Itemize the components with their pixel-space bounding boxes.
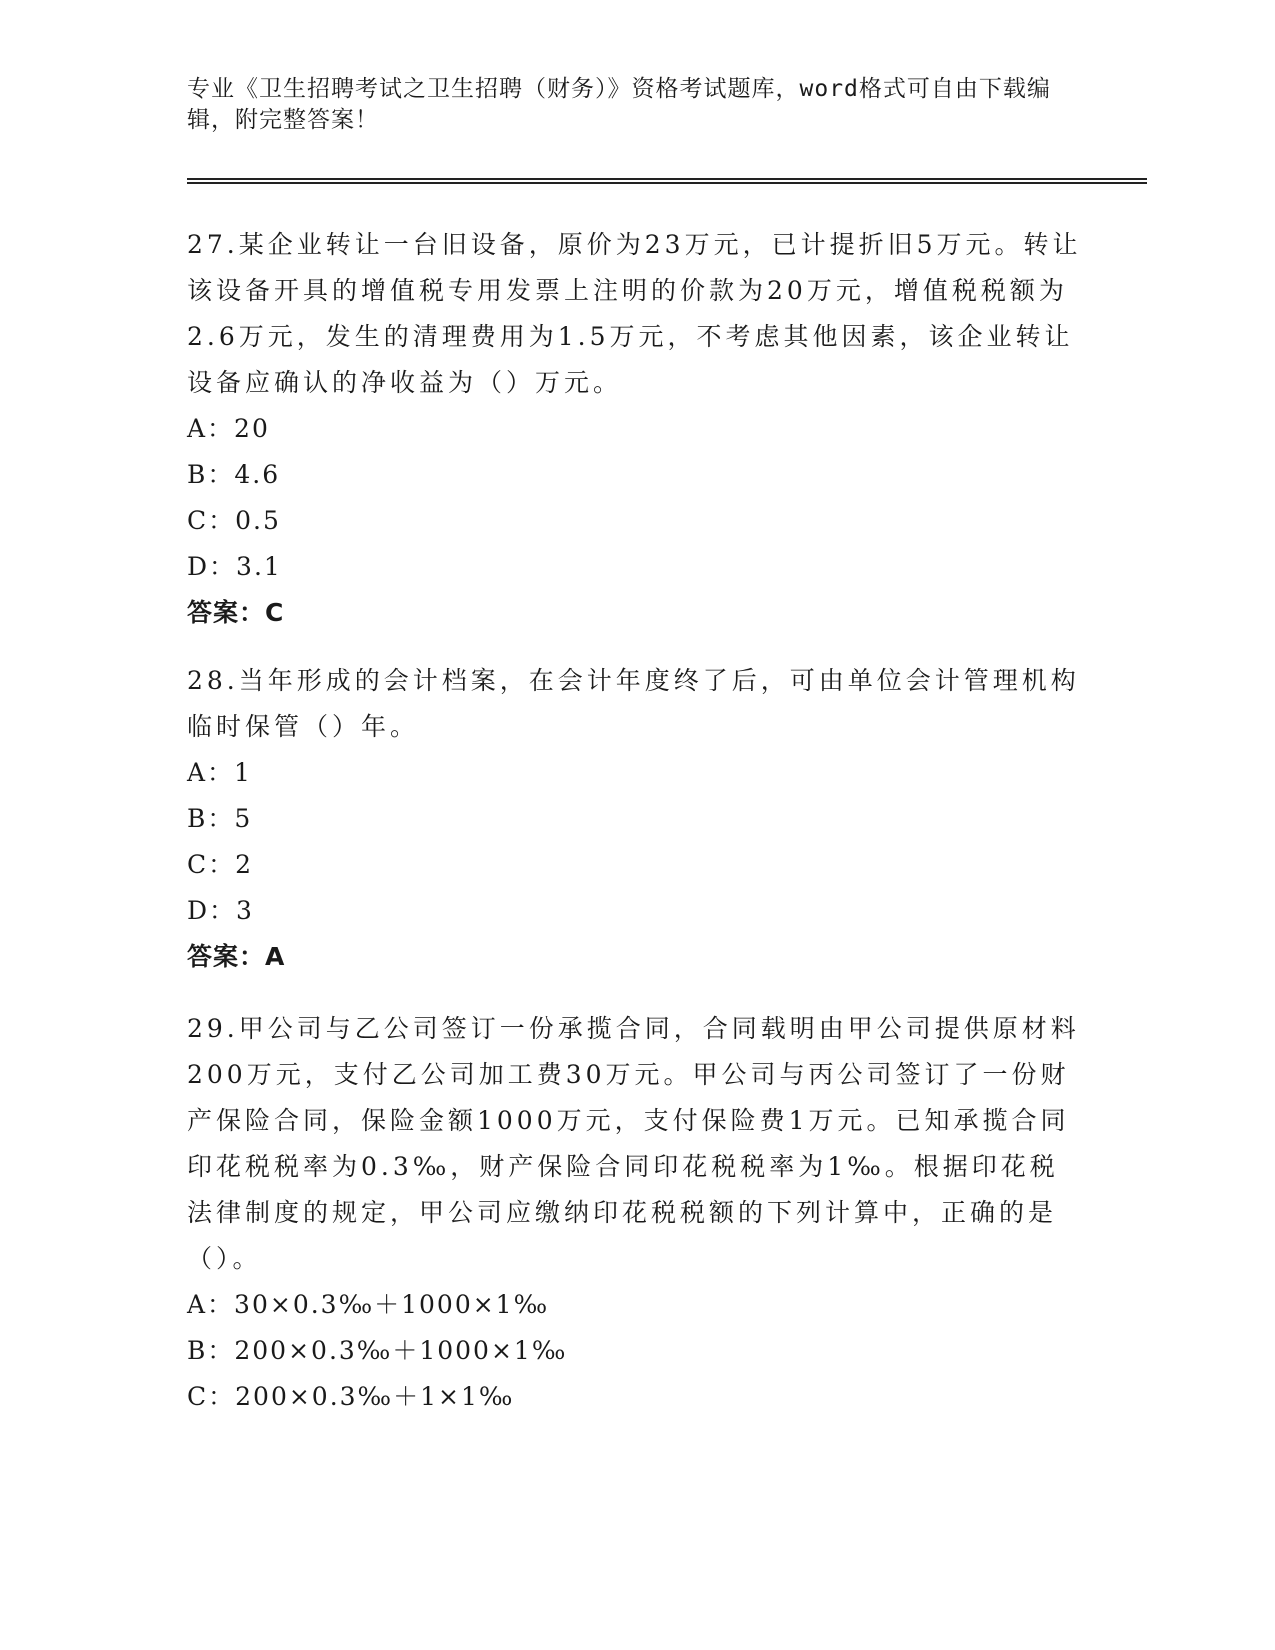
option-a: A：30×0.3‰＋1000×1‰	[187, 1290, 550, 1319]
question-text: 28.当年形成的会计档案，在会计年度终了后，可由单位会计管理机构临时保管（）年。	[187, 666, 1080, 741]
answer: 答案：C	[187, 598, 285, 627]
option-b: B：200×0.3‰＋1000×1‰	[187, 1336, 568, 1365]
option-b: B：5	[187, 804, 253, 833]
question-text: 27.某企业转让一台旧设备，原价为23万元，已计提折旧5万元。转让该设备开具的增值税专用发票上注明的价款为20万元，增值税税额为2.6万元，发生的清理费用为1.5万元，不考虑其他因素，该企业转让设备应确认的净收益为（）万元。	[187, 230, 1082, 397]
question-27	[187, 222, 1087, 636]
option-c: C：2	[187, 850, 254, 879]
option-a: A：1	[187, 758, 252, 787]
option-b: B：4.6	[187, 460, 281, 489]
header-divider	[187, 178, 1147, 184]
option-c: C：200×0.3‰＋1×1‰	[187, 1382, 515, 1411]
question-text: 29.甲公司与乙公司签订一份承揽合同，合同载明由甲公司提供原材料200万元，支付乙公司加工费30万元。甲公司与丙公司签订了一份财产保险合同，保险金额1000万元，支付保险费1万元。已知承揽合同印花税税率为0.3‰，财产保险合同印花税税率为1‰。根据印花税法律制度的规定，甲公司应缴纳印花税税额的下列计算中，正确的是（）。	[187, 1014, 1080, 1273]
option-a: A：20	[187, 414, 270, 443]
question-29	[187, 1006, 1087, 1420]
option-d: D：3.1	[187, 552, 282, 581]
answer: 答案：A	[187, 942, 286, 971]
option-d: D：3	[187, 896, 254, 925]
question-28	[187, 658, 1087, 980]
page-header: 专业《卫生招聘考试之卫生招聘（财务）》资格考试题库，word格式可自由下载编辑，附完整答案！	[187, 76, 1051, 133]
option-c: C：0.5	[187, 506, 281, 535]
document-page	[187, 0, 1147, 1650]
